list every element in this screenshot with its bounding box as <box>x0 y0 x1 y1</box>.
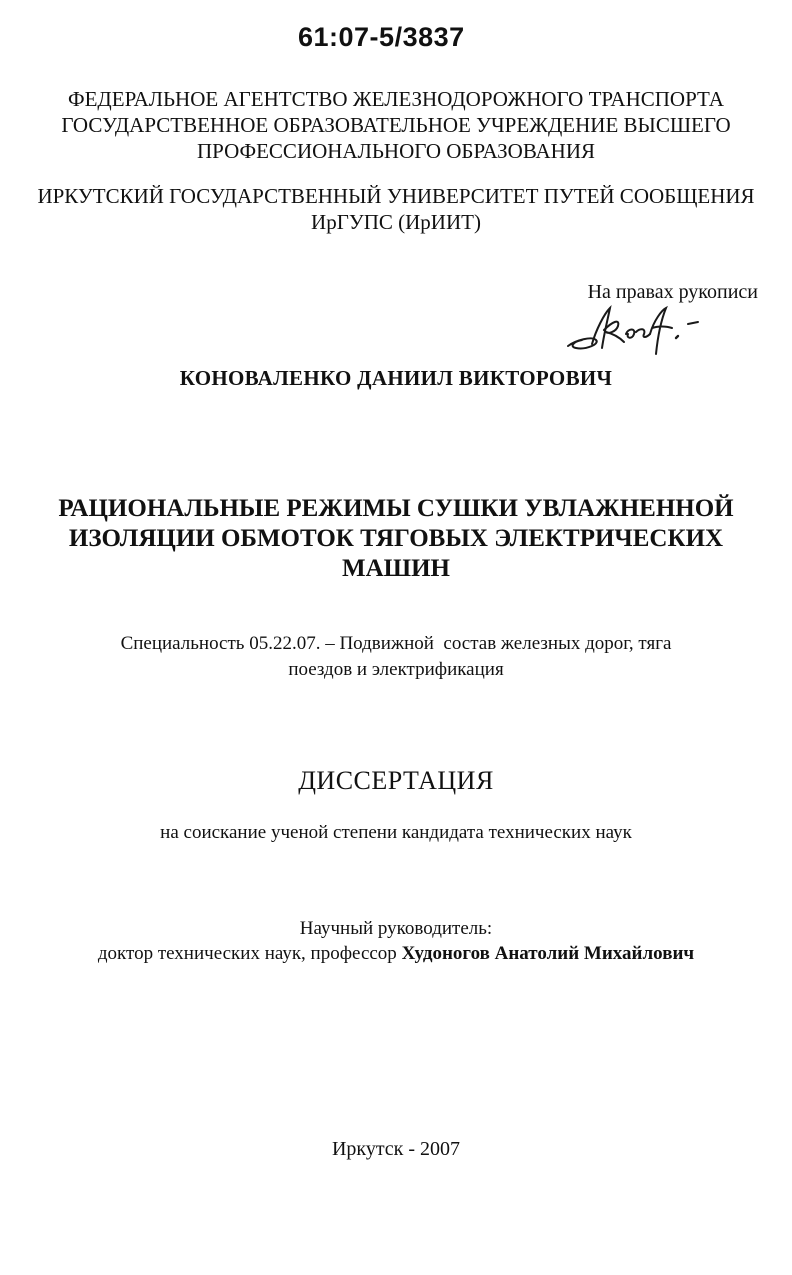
manuscript-rights: На правах рукописи <box>587 281 758 303</box>
title-line: МАШИН <box>342 555 450 582</box>
author-name: КОНОВАЛЕНКО ДАНИИЛ ВИКТОРОВИЧ <box>179 366 613 390</box>
author-signature <box>562 300 712 358</box>
advisor-block <box>0 916 792 966</box>
document-type: ДИССЕРТАЦИЯ <box>298 766 494 795</box>
agency-header <box>0 86 792 164</box>
degree-line: на соискание ученой степени кандидата технических наук <box>160 822 632 843</box>
title-line: ИЗОЛЯЦИИ ОБМОТОК ТЯГОВЫХ ЭЛЕКТРИЧЕСКИХ <box>68 525 724 552</box>
specialty-line: поездов и электрификация <box>288 659 504 680</box>
agency-line: ФЕДЕРАЛЬНОЕ АГЕНТСТВО ЖЕЛЕЗНОДОРОЖНОГО ТРАНСПОРТА <box>68 87 724 111</box>
advisor-line <box>0 941 792 966</box>
university-line: ИрГУПС (ИрИИТ) <box>311 210 481 234</box>
advisor-position: доктор технических наук, профессор <box>97 943 402 964</box>
stamp-number: 61:07-5/3837 <box>298 22 465 52</box>
agency-line: ПРОФЕССИОНАЛЬНОГО ОБРАЗОВАНИЯ <box>196 139 595 163</box>
specialty <box>0 631 792 683</box>
dissertation-title <box>0 494 792 584</box>
agency-line: ГОСУДАРСТВЕННОЕ ОБРАЗОВАТЕЛЬНОЕ УЧРЕЖДЕНИЕ ВЫСШЕГО <box>61 113 731 137</box>
university-header <box>0 183 792 235</box>
city-year: Иркутск - 2007 <box>331 1138 461 1160</box>
specialty-line: Специальность 05.22.07. – Подвижной состав железных дорог, тяга <box>120 633 672 654</box>
advisor-name: Худоногов Анатолий Михайлович <box>401 943 695 964</box>
advisor-label: Научный руководитель: <box>299 918 493 939</box>
university-line: ИРКУТСКИЙ ГОСУДАРСТВЕННЫЙ УНИВЕРСИТЕТ ПУТЕЙ СООБЩЕНИЯ <box>37 184 755 208</box>
title-line: РАЦИОНАЛЬНЫЕ РЕЖИМЫ СУШКИ УВЛАЖНЕННОЙ <box>58 495 734 522</box>
